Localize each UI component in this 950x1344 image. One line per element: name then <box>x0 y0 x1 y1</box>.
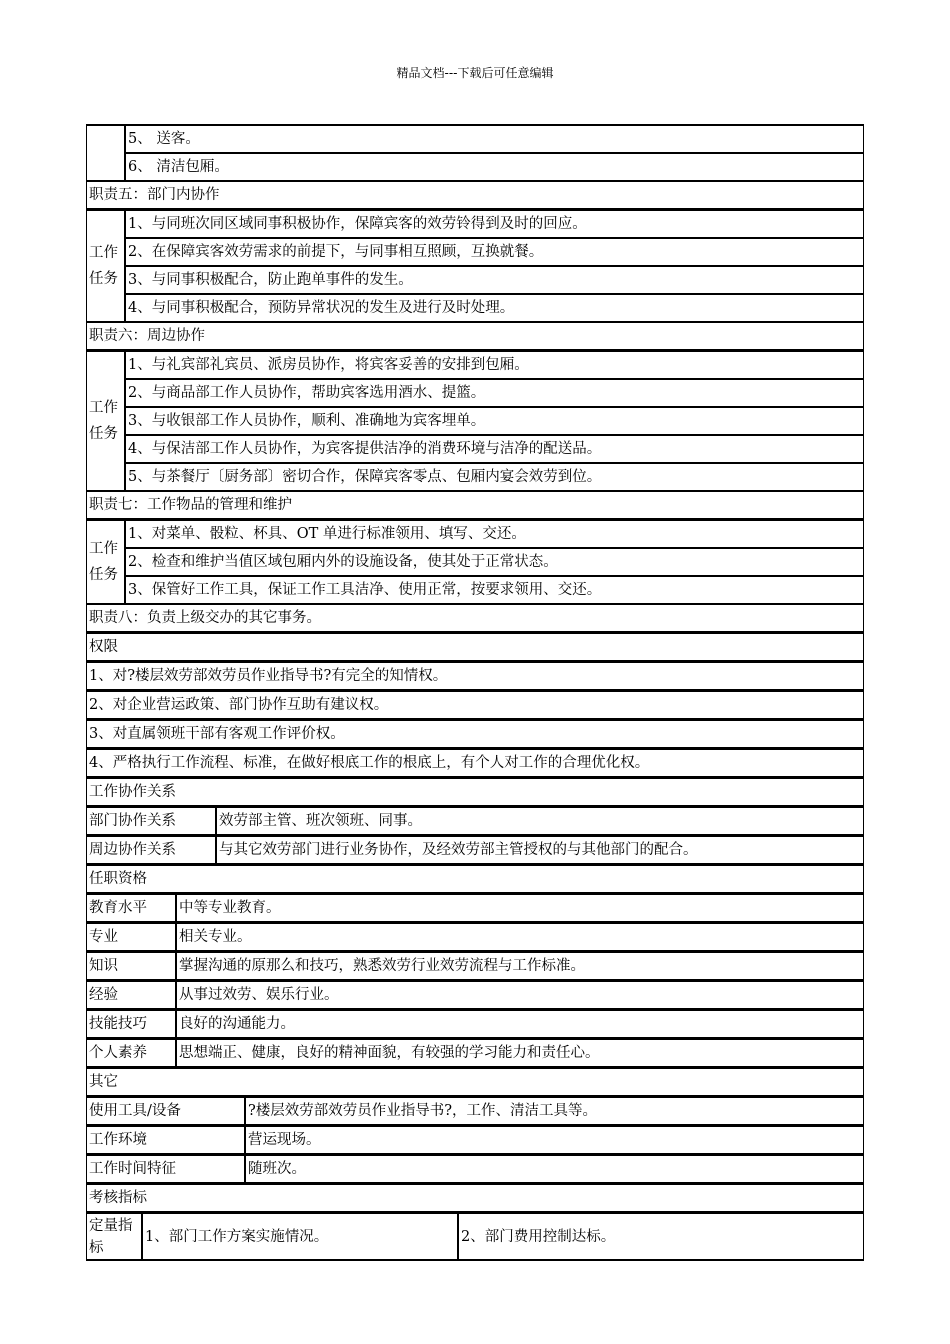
task-item: 3、保管好工作工具，保证工作工具洁净、使用正常，按要求领用、交还。 <box>126 575 863 603</box>
relation-value: 效劳部主管、班次领班、同事。 <box>215 808 863 834</box>
relation-row <box>86 806 864 835</box>
qualification-row <box>86 1038 864 1067</box>
section-title-duty8: 职责八：负责上级交办的其它事务。 <box>86 603 864 632</box>
duty7-task-group <box>86 519 864 603</box>
section-title-duty7: 职责七：工作物品的管理和维护 <box>86 490 864 519</box>
section-title-duty6: 职责六：周边协作 <box>86 321 864 350</box>
task-item: 2、检查和维护当值区域包厢内外的设施设备，使其处于正常状态。 <box>126 547 863 575</box>
other-value: 营运现场。 <box>244 1127 863 1153</box>
blank-label-cell <box>87 126 124 180</box>
other-key: 使用工具/设备 <box>89 1103 181 1119</box>
kpi-row <box>86 1212 864 1261</box>
task-item: 4、与同事积极配合，预防异常状况的发生及进行及时处理。 <box>126 293 863 321</box>
task-item: 6、 清洁包厢。 <box>126 152 863 180</box>
kpi-label: 定量指标 <box>89 1218 133 1256</box>
qualification-key: 个人素养 <box>89 1045 147 1061</box>
authority-item: 4、严格执行工作流程、标准，在做好根底工作的根底上，有个人对工作的合理优化权。 <box>86 748 864 777</box>
duty6-task-group <box>86 350 864 490</box>
qualification-row <box>86 1009 864 1038</box>
section-title-authority: 权限 <box>86 632 864 661</box>
kpi-item: 2、部门费用控制达标。 <box>457 1214 863 1259</box>
task-item: 5、 送客。 <box>128 131 200 147</box>
qualification-value: 相关专业。 <box>175 924 863 950</box>
task-item: 3、与收银部工作人员协作，顺利、准确地为宾客埋单。 <box>126 406 863 434</box>
relation-row <box>86 835 864 864</box>
task-item: 4、与保洁部工作人员协作，为宾客提供洁净的消费环境与洁净的配送品。 <box>126 434 863 462</box>
job-description-table <box>86 124 864 1261</box>
duty5-task-group <box>86 209 864 321</box>
task-item: 1、对菜单、骰粒、杯具、OT 单进行标准领用、填写、交还。 <box>128 526 526 542</box>
relation-value: 与其它效劳部门进行业务协作，及经效劳部主管授权的与其他部门的配合。 <box>215 837 863 863</box>
continued-task-group <box>86 124 864 180</box>
qualification-key: 知识 <box>89 958 118 974</box>
qualification-value: 良好的沟通能力。 <box>175 1011 863 1037</box>
continued-task-items <box>124 126 863 180</box>
task-item: 2、在保障宾客效劳需求的前提下，与同事相互照顾，互换就餐。 <box>126 237 863 265</box>
qualification-row <box>86 951 864 980</box>
section-title-other: 其它 <box>86 1067 864 1096</box>
task-item: 1、与同班次同区域同事积极协作，保障宾客的效劳铃得到及时的回应。 <box>128 216 587 232</box>
task-item: 3、与同事积极配合，防止跑单事件的发生。 <box>126 265 863 293</box>
other-row <box>86 1125 864 1154</box>
qualification-row <box>86 922 864 951</box>
authority-item: 2、对企业营运政策、部门协作互助有建议权。 <box>86 690 864 719</box>
authority-item: 3、对直属领班干部有客观工作评价权。 <box>86 719 864 748</box>
task-label: 工作任务 <box>89 541 118 583</box>
task-label: 工作任务 <box>89 400 118 442</box>
task-label: 工作任务 <box>89 245 118 287</box>
section-title-kpi: 考核指标 <box>86 1183 864 1212</box>
qualification-value: 掌握沟通的原那么和技巧，熟悉效劳行业效劳流程与工作标准。 <box>175 953 863 979</box>
other-value: 随班次。 <box>244 1156 863 1182</box>
other-value: ?楼层效劳部效劳员作业指导书?，工作、清洁工具等。 <box>244 1098 863 1124</box>
duty5-items <box>124 211 863 321</box>
section-title-duty5: 职责五：部门内协作 <box>86 180 864 209</box>
qualification-row <box>86 980 864 1009</box>
task-item: 1、与礼宾部礼宾员、派房员协作，将宾客妥善的安排到包厢。 <box>128 357 529 373</box>
qualification-key: 经验 <box>89 987 118 1003</box>
relation-key: 周边协作关系 <box>89 842 176 858</box>
duty7-items <box>124 521 863 603</box>
qualification-key: 技能技巧 <box>89 1016 147 1032</box>
section-title-relations: 工作协作关系 <box>86 777 864 806</box>
other-row <box>86 1096 864 1125</box>
kpi-item: 1、部门工作方案实施情况。 <box>141 1214 457 1259</box>
other-key: 工作环境 <box>89 1132 147 1148</box>
qualification-row <box>86 893 864 922</box>
task-item: 2、与商品部工作人员协作，帮助宾客选用酒水、提篮。 <box>126 378 863 406</box>
authority-item: 1、对?楼层效劳部效劳员作业指导书?有完全的知情权。 <box>86 661 864 690</box>
other-row <box>86 1154 864 1183</box>
page-header: 精品文档---下载后可任意编辑 <box>396 66 554 80</box>
qualification-value: 从事过效劳、娱乐行业。 <box>175 982 863 1008</box>
qualification-key: 教育水平 <box>89 900 147 916</box>
other-key: 工作时间特征 <box>89 1161 176 1177</box>
qualification-key: 专业 <box>89 929 118 945</box>
relation-key: 部门协作关系 <box>89 813 176 829</box>
section-title-qualifications: 任职资格 <box>86 864 864 893</box>
task-item: 5、与茶餐厅〔厨务部〕密切合作，保障宾客零点、包厢内宴会效劳到位。 <box>126 462 863 490</box>
qualification-value: 思想端正、健康，良好的精神面貌，有较强的学习能力和责任心。 <box>175 1040 863 1066</box>
qualification-value: 中等专业教育。 <box>175 895 863 921</box>
duty6-items <box>124 352 863 490</box>
